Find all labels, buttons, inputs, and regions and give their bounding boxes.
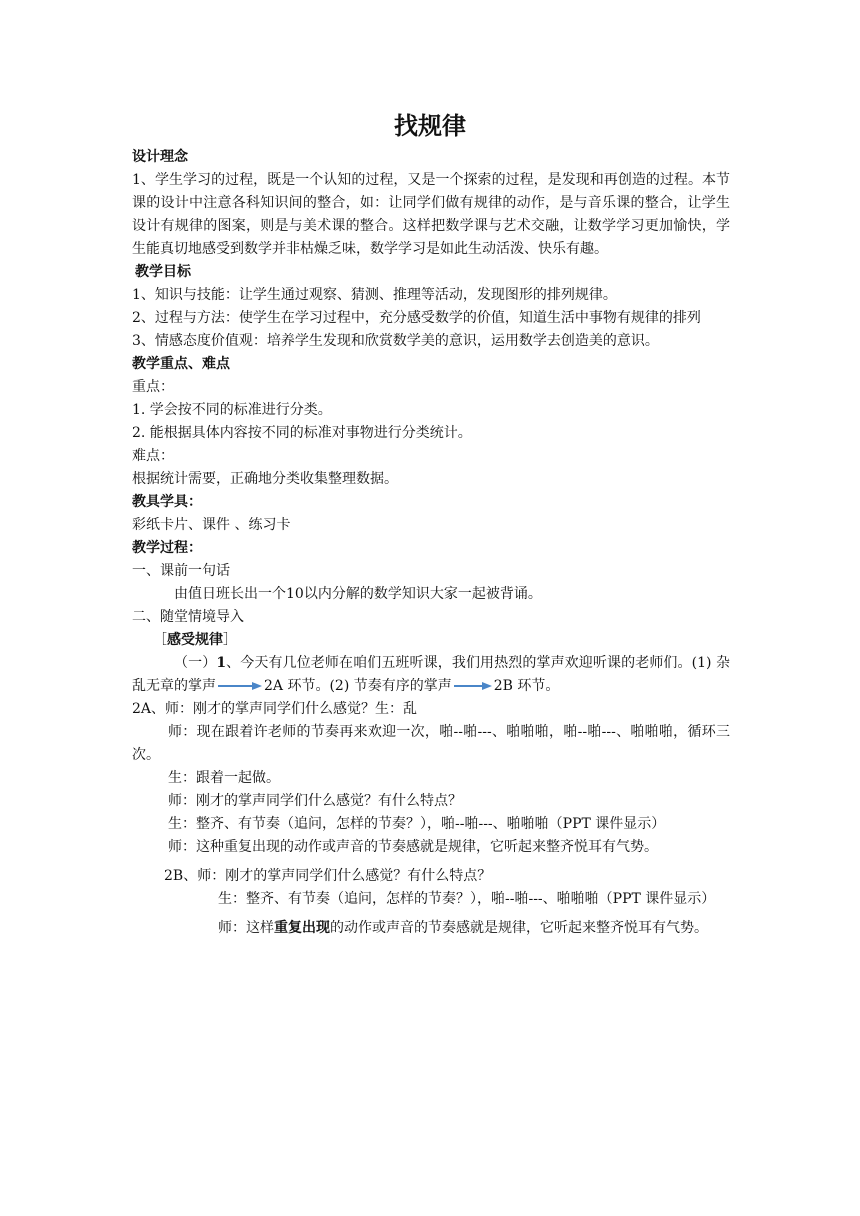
heading-design-concept: 设计理念 xyxy=(132,149,188,165)
key-point-item: 1. 学会按不同的标准进行分类。 xyxy=(132,402,332,418)
process-paragraph-2: 2A、师：刚才的掌声同学们什么感觉？生：乱 xyxy=(132,701,418,717)
process-paragraph-5: 师：刚才的掌声同学们什么感觉？有什么特点？ xyxy=(168,793,462,809)
key-points-label: 重点： xyxy=(132,379,174,395)
right-arrow-icon xyxy=(218,681,262,691)
design-concept-paragraph: 1、学生学习的过程，既是一个认知的过程，又是一个探索的过程，是发现和再创造的过程。本节课的设计中注意各科知识间的整合，如：让同学们做有规律的动作，是与音乐课的整合，让学生设计有规律的图案，则是与美术课的整合。这样把数学课与艺术交融，让数学学习更加愉快，学生能真切地感受到数学并非枯燥乏味，数学学习是如此生动活泼、快乐有趣。 xyxy=(132,172,730,257)
bracket-close: ］ xyxy=(223,632,237,648)
para-text: 师：这样 xyxy=(218,920,274,936)
right-arrow-icon xyxy=(454,681,492,691)
goal-item: 2、过程与方法：使学生在学习过程中，充分感受数学的价值，知道生活中事物有规律的排列 xyxy=(132,310,701,326)
process-part-1-text: 由值日班长出一个10以内分解的数学知识大家一起被背诵。 xyxy=(174,586,542,602)
process-paragraph-9: 生：整齐、有节奏（追问，怎样的节奏？），啪--啪---、啪啪啪（PPT 课件显示） xyxy=(218,891,716,907)
difficult-points-text: 根据统计需要，正确地分类收集整理数据。 xyxy=(132,471,398,487)
para-prefix: （一） xyxy=(174,655,217,671)
para-text: 、今天有几位老师在咱们五班听课，我们用热烈的掌声欢迎听课的老师们。(1) 杂乱无章的掌声 xyxy=(132,655,731,694)
section-bracket-heading xyxy=(132,629,730,652)
difficult-points-label: 难点： xyxy=(132,448,174,464)
key-point-item: 2. 能根据具体内容按不同的标准对事物进行分类统计。 xyxy=(132,425,472,441)
process-paragraph-8: 2B、师：刚才的掌声同学们什么感觉？有什么特点？ xyxy=(164,868,492,884)
goal-item: 3、情感态度价值观：培养学生发现和欣赏数学美的意识，运用数学去创造美的意识。 xyxy=(132,333,659,349)
bracket-title: 感受规律 xyxy=(167,632,223,648)
para-emphasis: 重复出现 xyxy=(274,920,330,936)
para-text: 的动作或声音的节奏感就是规律，它听起来整齐悦耳有气势。 xyxy=(330,920,708,936)
process-paragraph-3: 师：现在跟着许老师的节奏再来欢迎一次，啪--啪---、啪啪啪，啪--啪---、啪啪啪，循环三次。 xyxy=(132,724,730,763)
bracket-open: ［ xyxy=(153,632,167,648)
heading-key-points: 教学重点、难点 xyxy=(132,356,230,372)
materials-text: 彩纸卡片、课件 、练习卡 xyxy=(132,517,291,533)
process-part-1: 一、课前一句话 xyxy=(132,563,230,579)
process-paragraph-6: 生：整齐、有节奏（追问，怎样的节奏？），啪--啪---、啪啪啪（PPT 课件显示） xyxy=(168,816,666,832)
process-paragraph-4: 生：跟着一起做。 xyxy=(168,770,280,786)
document-title: 找规律 xyxy=(394,112,466,140)
para-number: 1 xyxy=(216,655,227,671)
process-paragraph-7: 师：这种重复出现的动作或声音的节奏感就是规律，它听起来整齐悦耳有气势。 xyxy=(168,839,658,855)
para-text: 2B 环节。 xyxy=(493,678,560,694)
goal-item: 1、知识与技能：让学生通过观察、猜测、推理等活动，发现图形的排列规律。 xyxy=(132,287,617,303)
heading-teaching-goals: 教学目标 xyxy=(135,264,191,280)
document-body xyxy=(132,146,730,940)
heading-teaching-process: 教学过程： xyxy=(132,540,202,556)
para-text: 2A 环节。(2) 节奏有序的掌声 xyxy=(264,678,452,694)
process-part-2: 二、随堂情境导入 xyxy=(132,609,244,625)
heading-materials: 教具学具： xyxy=(132,494,202,510)
process-paragraph-10 xyxy=(132,917,730,940)
process-paragraph-1 xyxy=(132,652,730,698)
